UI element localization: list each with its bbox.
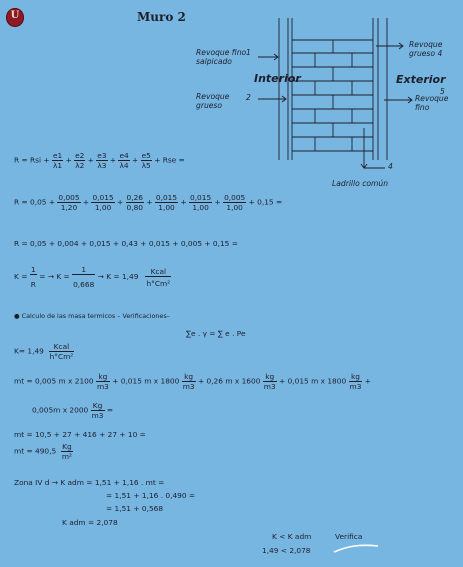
label-num-5: 5 [440, 87, 445, 96]
badge-letter: U [10, 10, 20, 21]
label-num-1: 1 [246, 48, 251, 57]
verify-word: Verifica [335, 532, 363, 541]
eq-k: K = $\frac{1}{R}$ = → K = $\frac{1}{0,668}$ → K = 1,49 $\frac{\text{Kcal}}{\text{h°Cm²}}$ [14, 265, 171, 289]
page-title: Muro 2 [137, 10, 186, 24]
label-interior: Interior [254, 72, 301, 85]
zona-line-2: = 1,51 + 1,16 . 0,490 = [106, 491, 196, 500]
verify-condition: K < K adm [272, 532, 312, 541]
label-num-2: 2 [246, 93, 251, 102]
verify-numbers: 1,49 < 2,078 [262, 546, 311, 555]
zona-line-1: Zona IV d → K adm = 1,51 + 1,16 . mt = [14, 478, 165, 487]
mt-sum: mt = 10,5 + 27 + 416 + 27 + 10 = [14, 430, 146, 439]
k-value-line: K= 1,49 $\frac{\text{Kcal}}{\text{h°Cm²}}$ [14, 342, 74, 361]
eq-r-symbolic: R = Rsi + $\frac{e1}{\lambda 1}$ + $\frac{e2}{\lambda 2}$ + $\frac{e3}{\lambda 3}$ + $\frac{e4}{\lambda 4}$ + $\frac{e5}{\lambda 5}$ + Rse = [14, 151, 185, 170]
label-revoque-grueso-left: Revoque grueso [196, 92, 230, 110]
label-revoque-fino-right: Revoque fino [415, 94, 449, 112]
verify-swoosh [334, 545, 378, 552]
label-exterior: Exterior [396, 73, 446, 86]
label-num-4-bottom: 4 [388, 162, 393, 171]
mt-result: mt = 490,5 $\frac{Kg}{\text{m²}}$ [14, 442, 73, 461]
mt-expansion-line2: 0,005m x 2000 $\frac{Kg}{m3}$ = [32, 401, 114, 420]
mt-expansion: mt = 0,005 m x 2100 $\frac{kg}{m3}$ + 0,015 m x 1800 $\frac{kg}{m3}$ + 0,26 m x 1600 $\frac{kg}{m3}$ + 0,015 m x 1800 $\frac{kg}{m3}$ + [14, 372, 371, 391]
zona-line-3: = 1,51 + 0,568 [106, 504, 164, 513]
section-heading: ● Calculo de las masa termicos – Verificaciones– [14, 312, 170, 320]
eq-r-sum: R = 0,05 + 0,004 + 0,015 + 0,43 + 0,015 + 0,005 + 0,15 = [14, 239, 238, 248]
eq-r-numeric: R = 0,05 + $\frac{0,005}{1,20}$ + $\frac{0,015}{1,00}$ + $\frac{0,26}{0,80}$ + $\frac{0,015}{1,00}$ + $\frac{0,015}{1,00}$ + $\frac{0,005}{1,00}$ + 0,15 = [14, 193, 283, 212]
label-revoque-fino-left: Revoque fino salpicado [196, 48, 247, 66]
sum-equation: ∑e . γ = ∑ e . Pe [186, 329, 246, 338]
zona-line-4: K adm = 2,078 [62, 518, 118, 527]
label-ladrillo: Ladrillo común [332, 179, 389, 188]
label-revoque-grueso-right: Revoque grueso 4 [409, 40, 443, 58]
